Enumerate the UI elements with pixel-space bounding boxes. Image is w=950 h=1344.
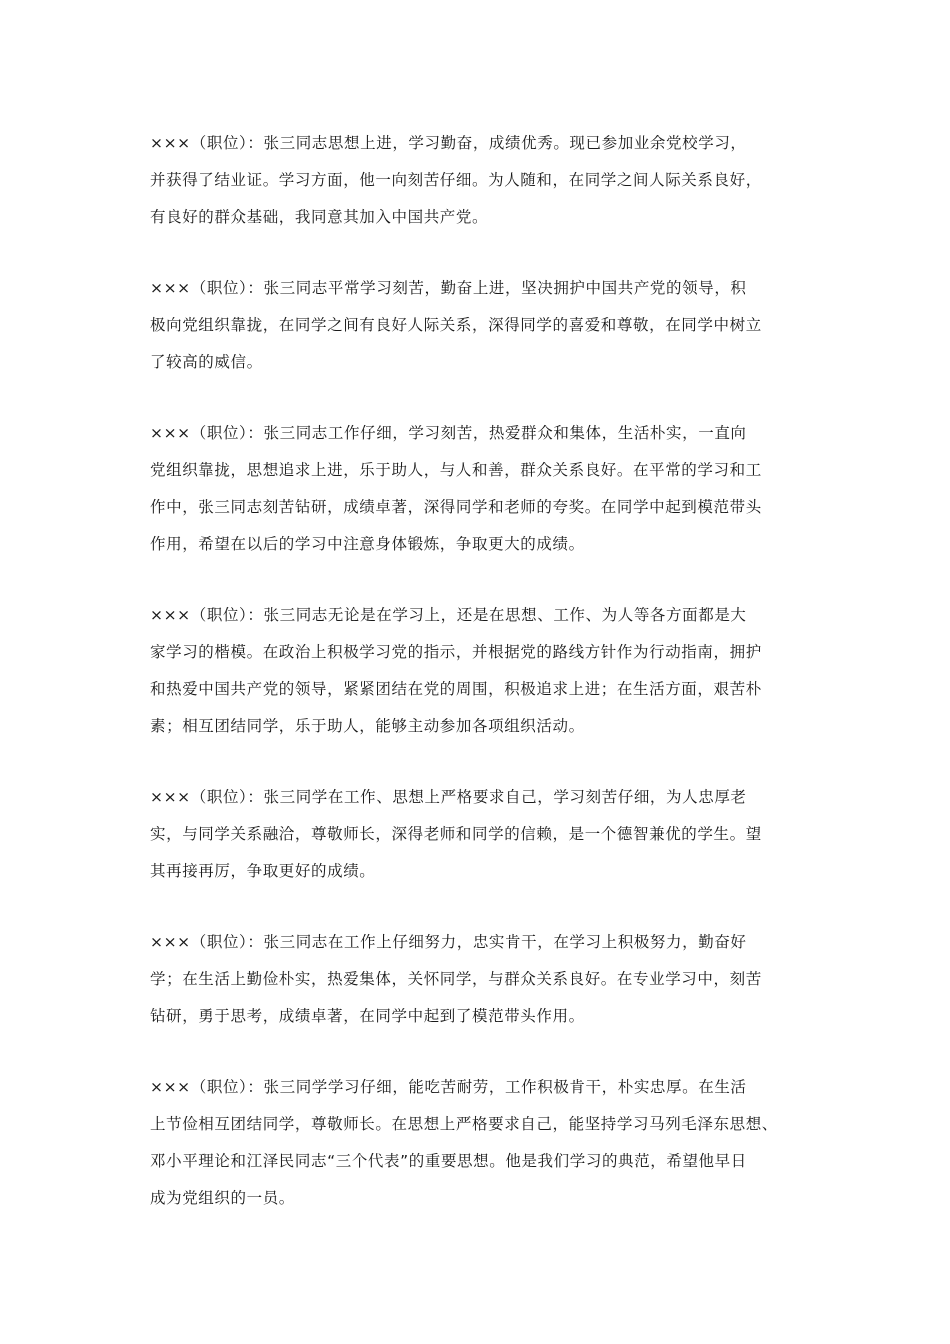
recommendation-paragraph-1 — [150, 125, 810, 236]
text-line: 并获得了结业证。学习方面，他一向刻苦仔细。为人随和，在同学之间人际关系良好， — [150, 171, 762, 189]
text-line: 了较高的威信。 — [150, 353, 263, 371]
text-line: 党组织靠拢，思想追求上进，乐于助人，与人和善，群众关系良好。在平常的学习和工 — [150, 461, 762, 479]
text-line: 素；相互团结同学，乐于助人，能够主动参加各项组织活动。 — [150, 717, 585, 735]
recommendation-paragraph-7 — [150, 1069, 810, 1217]
text-line: ×××（职位）：张三同志平常学习刻苦，勤奋上进，坚决拥护中国共产党的领导，积 — [150, 279, 747, 297]
text-line: 上节俭相互团结同学，尊敬师长。在思想上严格要求自己，能坚持学习马列毛泽东思想、 — [150, 1115, 778, 1133]
recommendation-paragraph-4 — [150, 597, 810, 745]
text-line: ×××（职位）：张三同学在工作、思想上严格要求自己，学习刻苦仔细，为人忠厚老 — [150, 788, 747, 806]
recommendation-paragraph-5 — [150, 779, 810, 890]
text-line: ×××（职位）：张三同志工作仔细，学习刻苦，热爱群众和集体，生活朴实，一直向 — [150, 424, 747, 442]
text-line: 邓小平理论和江泽民同志“三个代表”的重要思想。他是我们学习的典范，希望他早日 — [150, 1152, 747, 1170]
text-line: 和热爱中国共产党的领导，紧紧团结在党的周围，积极追求上进；在生活方面，艰苦朴 — [150, 680, 762, 698]
text-line: 有良好的群众基础，我同意其加入中国共产党。 — [150, 208, 489, 226]
recommendation-paragraph-3 — [150, 415, 810, 563]
text-line: 钻研，勇于思考，成绩卓著，在同学中起到了模范带头作用。 — [150, 1007, 585, 1025]
recommendation-paragraph-6 — [150, 924, 810, 1035]
text-line: ×××（职位）：张三同学学习仔细，能吃苦耐劳，工作积极肯干，朴实忠厚。在生活 — [150, 1078, 747, 1096]
text-line: 家学习的楷模。在政治上积极学习党的指示，并根据党的路线方针作为行动指南，拥护 — [150, 643, 762, 661]
text-line: 实，与同学关系融洽，尊敬师长，深得老师和同学的信赖，是一个德智兼优的学生。望 — [150, 825, 762, 843]
text-line: ×××（职位）：张三同志思想上进，学习勤奋，成绩优秀。现已参加业余党校学习， — [150, 134, 747, 152]
text-line: 作用，希望在以后的学习中注意身体锻炼，争取更大的成绩。 — [150, 535, 585, 553]
text-line: 学；在生活上勤俭朴实，热爱集体，关怀同学，与群众关系良好。在专业学习中，刻苦 — [150, 970, 762, 988]
text-line: ×××（职位）：张三同志无论是在学习上，还是在思想、工作、为人等各方面都是大 — [150, 606, 747, 624]
text-line: 作中，张三同志刻苦钻研，成绩卓著，深得同学和老师的夸奖。在同学中起到模范带头 — [150, 498, 762, 516]
document-body — [150, 125, 810, 1251]
recommendation-paragraph-2 — [150, 270, 810, 381]
text-line: 极向党组织靠拢，在同学之间有良好人际关系，深得同学的喜爱和尊敬，在同学中树立 — [150, 316, 762, 334]
text-line: ×××（职位）：张三同志在工作上仔细努力，忠实肯干，在学习上积极努力，勤奋好 — [150, 933, 747, 951]
text-line: 成为党组织的一员。 — [150, 1189, 295, 1207]
text-line: 其再接再厉，争取更好的成绩。 — [150, 862, 376, 880]
